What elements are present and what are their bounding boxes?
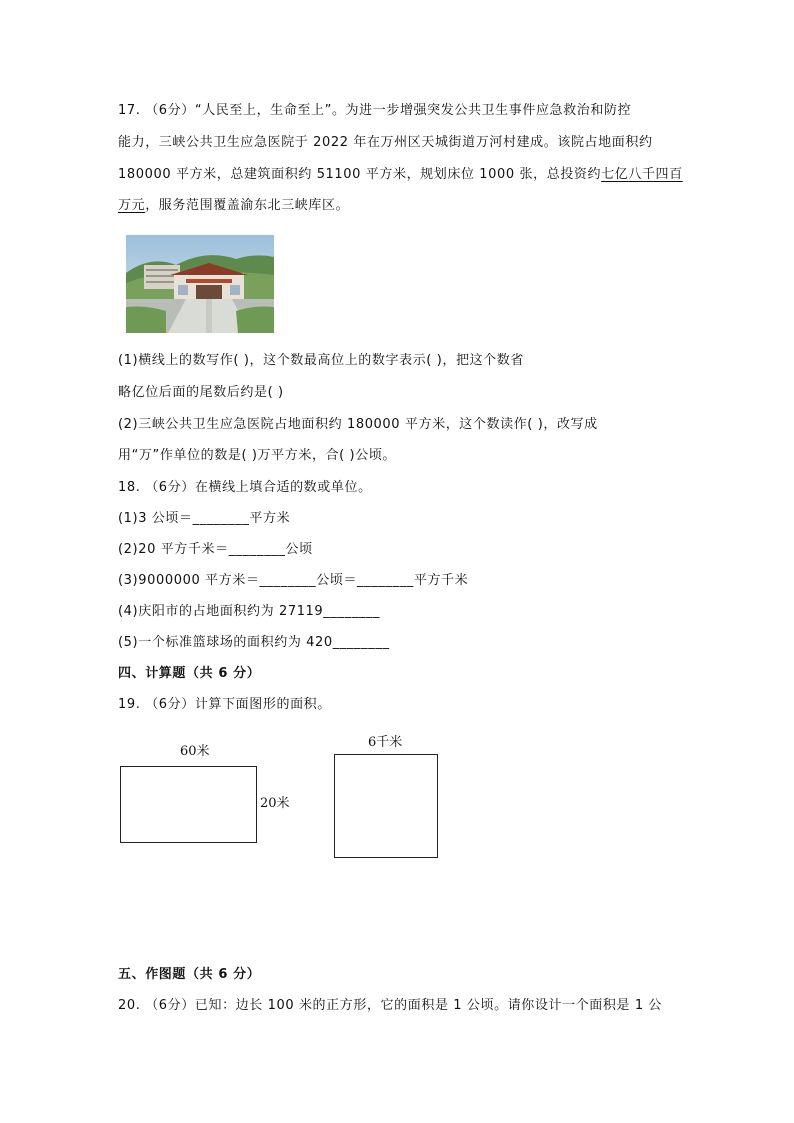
q17-line-3: [118, 166, 683, 184]
rectangle-height-label: 20米: [260, 796, 290, 811]
q18-item-2: (2)20 平方千米＝________公顷: [118, 542, 313, 557]
q18-item-4: (4)庆阳市的占地面积约为 27119________: [118, 604, 381, 619]
q18-item-3: (3)9000000 平方米＝________公顷＝________平方千米: [118, 573, 469, 588]
hospital-photo-illustration: [126, 235, 274, 333]
q18-item-5: (5)一个标准篮球场的面积约为 420________: [118, 635, 390, 650]
q18-title: 18. （6分）在横线上填合适的数或单位。: [118, 480, 372, 495]
q17-sub1-line-1: (1)横线上的数写作( )，这个数最高位上的数字表示( )，把这个数省: [118, 353, 524, 368]
q19-title: 19. （6分）计算下面图形的面积。: [118, 697, 331, 712]
q17-sub1-line-2: 略亿位后面的尾数后约是( ): [118, 385, 284, 400]
q17-line-1: 17. （6分）“人民至上，生命至上”。为进一步增强突发公共卫生事件应急救治和防控: [118, 103, 632, 118]
q17-sub2-line-1: (2)三峡公共卫生应急医院占地面积约 180000 平方米，这个数读作( )，改写成: [118, 417, 598, 432]
q17-sub2-line-2: 用“万”作单位的数是( )万平方米，合( )公顷。: [118, 448, 397, 463]
q17-line-3-text: 180000 平方米，总建筑面积约 51100 平方米，规划床位 1000 张，总投资约: [118, 167, 602, 182]
q17-line-4-text: ，服务范围覆盖渝东北三峡库区。: [145, 198, 350, 213]
square-side-label: 6千米: [368, 735, 403, 750]
q17-line-2: 能力，三峡公共卫生应急医院于 2022 年在万州区天城街道万河村建成。该院占地面积约: [118, 135, 653, 150]
q17-line-4: [118, 197, 349, 215]
q17-underlined-unit: 万元: [118, 198, 146, 213]
q20-line-1: 20. （6分）已知：边长 100 米的正方形，它的面积是 1 公顷。请你设计一个面积是 1 公: [118, 998, 663, 1013]
rectangle-figure: [120, 766, 257, 843]
section-4-title: 四、计算题（共 6 分）: [118, 666, 261, 681]
q18-item-1: (1)3 公顷＝________平方米: [118, 511, 291, 526]
rectangle-width-label: 60米: [180, 744, 210, 759]
section-5-title: 五、作图题（共 6 分）: [118, 967, 261, 982]
square-figure: [334, 754, 438, 858]
q17-underlined-number: 七亿八千四百: [601, 167, 683, 182]
hospital-photo: [126, 235, 274, 333]
